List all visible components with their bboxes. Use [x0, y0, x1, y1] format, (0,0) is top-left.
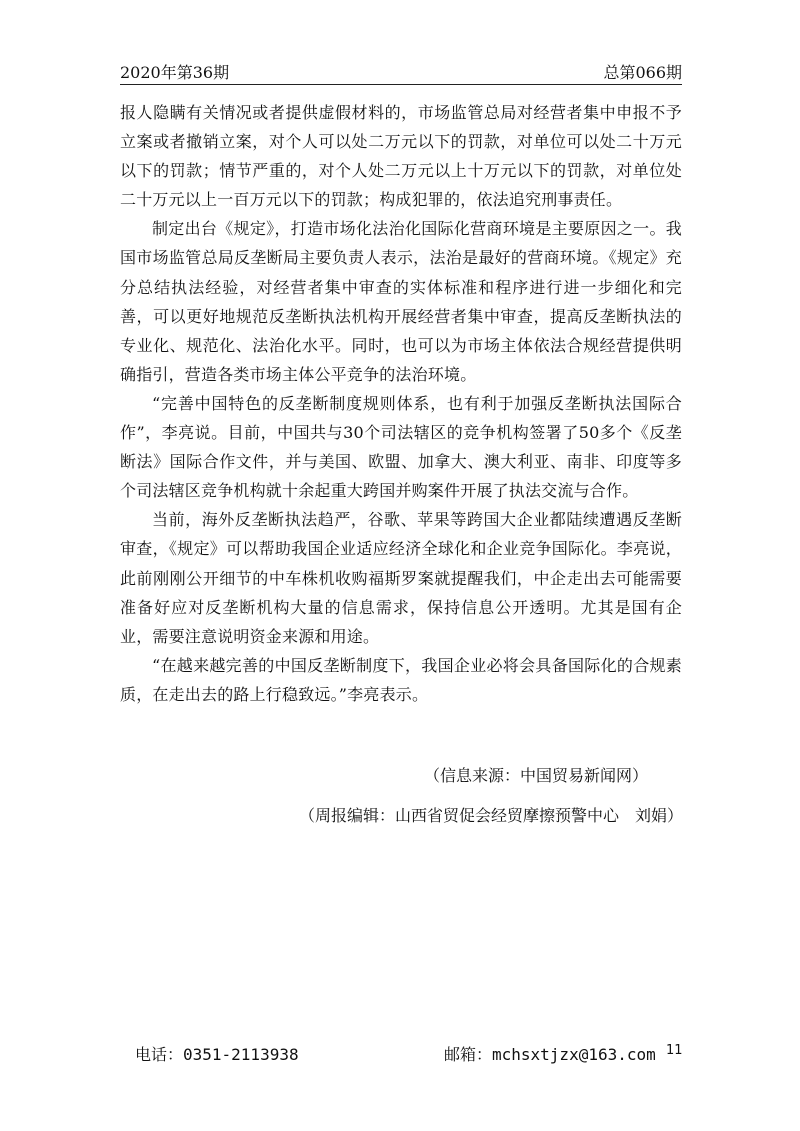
paragraph-1: 报人隐瞒有关情况或者提供虚假材料的，市场监管总局对经营者集中申报不予立案或者撤销立案，对个人可以处二万元以下的罚款，对单位可以处二十万元以下的罚款；情节严重的，对个人处二万元以上十万元以下的罚款，对单位处二十万元以上一百万元以下的罚款；构成犯罪的，依法追究刑事责任。	[120, 103, 682, 210]
article-body	[120, 98, 682, 709]
weekly-editor: （周报编辑：山西省贸促会经贸摩擦预警中心 刘娟）	[298, 806, 683, 825]
issue-label: 2020年第36期	[120, 63, 230, 82]
paragraph-4: 当前，海外反垄断执法趋严，谷歌、苹果等跨国大企业都陆续遭遇反垄断审查，《规定》可以帮助我国企业适应经济全球化和企业竞争国际化。李亮说，此前刚刚公开细节的中车株机收购福斯罗案就提醒我们，中企走出去可能需要准备好应对反垄断机构大量的信息需求，保持信息公开透明。尤其是国有企业，需要注意说明资金来源和用途。	[120, 510, 682, 646]
paragraph-2: 制定出台《规定》，打造市场化法治化国际化营商环境是主要原因之一。我国市场监管总局反垄断局主要负责人表示，法治是最好的营商环境。《规定》充分总结执法经验，对经营者集中审查的实体标准和程序进行进一步细化和完善，可以更好地规范反垄断执法机构开展经营者集中审查，提高反垄断执法的专业化、规范化、法治化水平。同时，也可以为市场主体依法合规经营提供明确指引，营造各类市场主体公平竞争的法治环境。	[120, 219, 682, 384]
page-number: 11	[666, 1043, 683, 1058]
paragraph-5: “在越来越完善的中国反垄断制度下，我国企业必将会具备国际化的合规素质，在走出去的路上行稳致远。”李亮表示。	[120, 655, 682, 704]
info-source: （信息来源：中国贸易新闻网）	[423, 766, 648, 785]
footer-phone: 电话：0351-2113938	[135, 1045, 299, 1064]
total-issue-label: 总第066期	[603, 63, 682, 82]
page-header	[120, 58, 682, 85]
paragraph-3: “完善中国特色的反垄断制度规则体系，也有利于加强反垄断执法国际合作”，李亮说。目前，中国共与30个司法辖区的竞争机构签署了50多个《反垄断法》国际合作文件，并与美国、欧盟、加拿大、澳大利亚、南非、印度等多个司法辖区竞争机构就十余起重大跨国并购案件开展了执法交流与合作。	[120, 393, 682, 501]
footer-email: 邮箱：mchsxtjzx@163.com	[444, 1045, 656, 1064]
